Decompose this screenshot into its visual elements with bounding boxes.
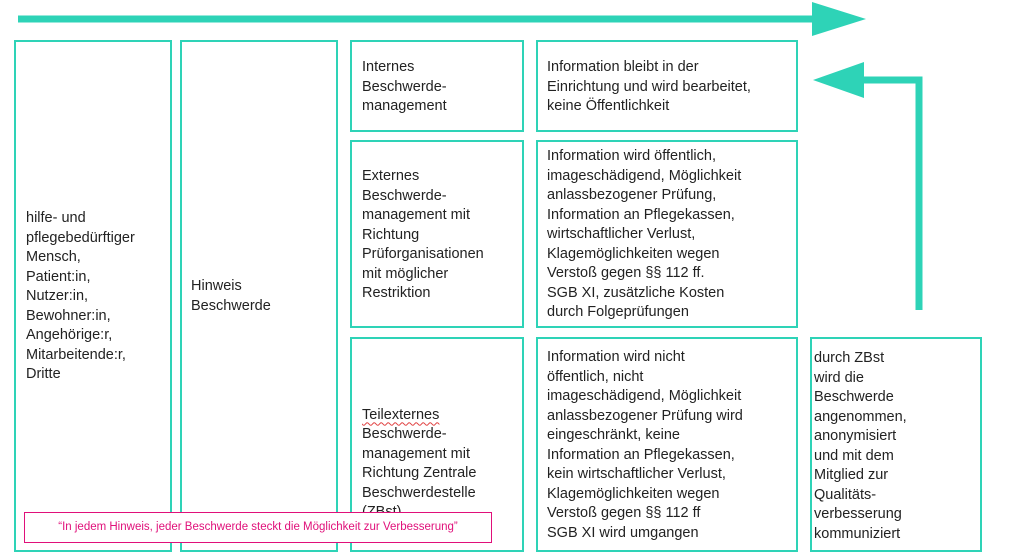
person-label: hilfe- und pflegebedürftiger Mensch, Patient:in, Nutzer:in, Bewohner:in, Angehörige:r, Mitarbeitende:r, Dritte <box>26 210 135 382</box>
partial-external-type-rest: Beschwerde- management mit Richtung Zentrale Beschwerdestelle <box>362 426 477 501</box>
return-arrow <box>813 62 919 310</box>
external-consequence-label: Information wird öffentlich, imageschädigend, Möglichkeit anlassbezogener Prüfung, Information an Pflegekassen, wirtschaftlicher Verlust, Klagemöglichkeiten wegen Verstoß gegen §§ 112 ff. SGB XI, zusätzliche Kosten durch Folgeprüfungen <box>547 148 742 320</box>
internal-consequence-label: Information bleibt in der Einrichtung und wird bearbeitet, keine Öffentlichkeit <box>547 59 751 114</box>
partial-external-consequence-label: Information wird nicht öffentlich, nicht imageschädigend, Möglichkeit anlassbezogener Prüfung wird eingeschränkt, keine Information an Pflegekassen, kein wirtschaftlicher Verlust, Klagemöglichkeiten wegen Verstoß gegen §§ 112 ff SGB XI wird umgangen <box>547 349 743 541</box>
internal-type-label: Internes Beschwerde- management <box>362 59 447 114</box>
external-type-label: Externes Beschwerde- management mit Richtung Prüforganisationen mit möglicher Restriktion <box>362 168 484 301</box>
partial-external-type-first: Teilexternes <box>362 406 440 423</box>
top-flow-arrow <box>18 2 866 36</box>
zbst-label: durch ZBst wird die Beschwerde angenommen, anonymisiert und mit dem Mitglied zur Qualitäts- verbesserung kommuniziert <box>814 350 907 542</box>
quote-banner: “In jedem Hinweis, jeder Beschwerde steckt die Möglichkeit zur Verbesserung” <box>24 512 492 543</box>
hinweis-label: Hinweis Beschwerde <box>191 278 271 314</box>
